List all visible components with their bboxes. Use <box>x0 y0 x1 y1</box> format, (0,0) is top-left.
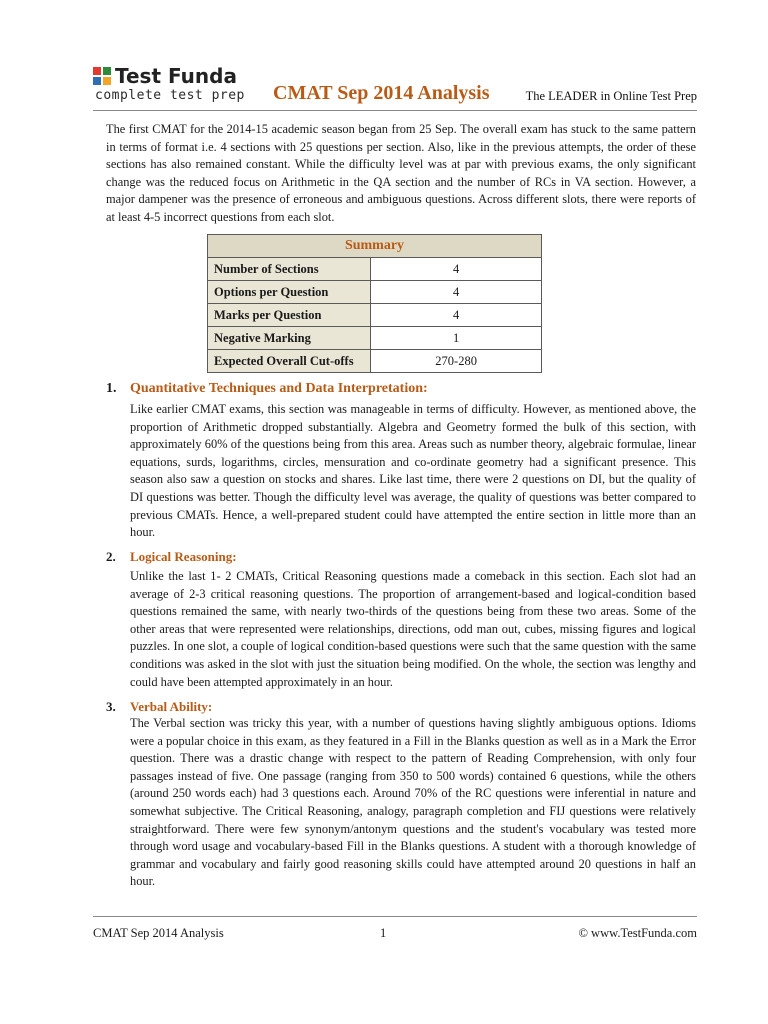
section-title: Logical Reasoning: <box>130 549 237 564</box>
section-title: Quantitative Techniques and Data Interpretation: <box>130 381 428 396</box>
section-number: 3. <box>106 699 116 714</box>
summary-value: 270-280 <box>371 350 542 373</box>
page-number: 1 <box>380 926 387 940</box>
summary-value: 4 <box>371 304 542 327</box>
summary-label: Marks per Question <box>208 304 371 327</box>
table-row <box>208 281 542 304</box>
logo-squares-icon <box>93 67 111 85</box>
logo-tagline: complete test prep <box>95 88 245 103</box>
testfunda-logo <box>93 63 243 105</box>
section-title: Verbal Ability: <box>130 699 213 714</box>
document-title: CMAT Sep 2014 Analysis <box>273 82 490 104</box>
logo-name: Test Funda <box>115 64 237 88</box>
section-heading-logical <box>106 549 237 565</box>
footer-divider <box>93 916 697 917</box>
summary-label: Negative Marking <box>208 327 371 350</box>
summary-label: Number of Sections <box>208 258 371 281</box>
page-header <box>93 60 697 110</box>
header-tagline: The LEADER in Online Test Prep <box>525 89 697 103</box>
section-body-logical: Unlike the last 1- 2 CMATs, Critical Reasoning questions made a comeback in this section. Each slot had an average of 2-3 critical reasoning questions. The proportion of arrangement-based and logical-condition based questions remained the same, with nearly two-thirds of the questions being from these two areas. Some of the other areas that were represented were relationships, directions, odd man out, cubes, missing figures and logical puzzles. In one slot, a couple of logical condition-based questions were such that the same question with the same conditions was asked in the slot with just the situation being modified. On the whole, the section was lengthy and could have been attempted approximately in an hour. <box>130 569 696 689</box>
summary-header-row <box>208 235 542 258</box>
summary-table <box>207 234 542 373</box>
section-heading-verbal <box>106 699 212 715</box>
section-body-verbal: The Verbal section was tricky this year, with a number of questions having slightly ambiguous options. Idioms were a popular choice in this exam, as they featured in a Fill in the Blanks question as well as in a Mark the Error question. There was a drastic change with respect to the pattern of Reading Comprehension, with only four passages instead of five. One passage (ranging from 350 to 500 words) contained 6 questions, while the others (around 250 words each) had 3 questions each. Around 70% of the RC questions were inferential in nature and somewhat subjective. The Critical Reasoning, analogy, paragraph completion and FIJ questions were relatively straightforward. There were few synonym/antonym questions and the student's vocabulary was tested more through word usage and vocabulary-based Fill in the Blanks questions. A student with a thorough knowledge of grammar and vocabulary and fairly good reasoning skills could have attempted around 20 questions in half an hour. <box>130 716 696 889</box>
footer-title: CMAT Sep 2014 Analysis <box>93 926 224 940</box>
section-heading-quant <box>106 381 428 397</box>
summary-value: 4 <box>371 258 542 281</box>
header-divider <box>93 110 697 111</box>
table-row <box>208 304 542 327</box>
footer-website: © www.TestFunda.com <box>578 926 697 940</box>
section-number: 2. <box>106 549 116 564</box>
table-row <box>208 350 542 373</box>
summary-title: Summary <box>208 235 542 258</box>
section-number: 1. <box>106 381 117 396</box>
table-row <box>208 327 542 350</box>
table-row <box>208 258 542 281</box>
section-body-quant: Like earlier CMAT exams, this section was manageable in terms of difficulty. However, as mentioned above, the proportion of Arithmetic dropped substantially. Algebra and Geometry formed the bulk of this section, with approximately 60% of the questions being from this area. Areas such as number theory, algebraic formulae, linear equations, surds, logarithms, circles, mensuration and co-ordinate geometry had a significant presence. This season also saw a question on stocks and shares. Like last time, there were 2 questions on DI, but the quality of DI questions was better. Though the difficulty level was average, the quality of questions was better compared to previous CMATs. Hence, a well-prepared student could have attempted the entire section in little more than an hour. <box>130 402 696 540</box>
summary-label: Options per Question <box>208 281 371 304</box>
summary-value: 1 <box>371 327 542 350</box>
summary-label: Expected Overall Cut-offs <box>208 350 371 373</box>
intro-paragraph: The first CMAT for the 2014-15 academic season began from 25 Sep. The overall exam has stuck to the same pattern in terms of format i.e. 4 sections with 25 questions per section. Also, like in the previous attempts, the order of these sections has also remained constant. While the difficulty level was at par with previous exams, the only significant change was the reduced focus on Arithmetic in the QA section and the number of RCs in VA section. However, a major dampener was the presence of erroneous and ambiguous questions. Across different slots, there were reports of at least 4-5 incorrect questions from each slot. <box>106 122 696 224</box>
summary-value: 4 <box>371 281 542 304</box>
